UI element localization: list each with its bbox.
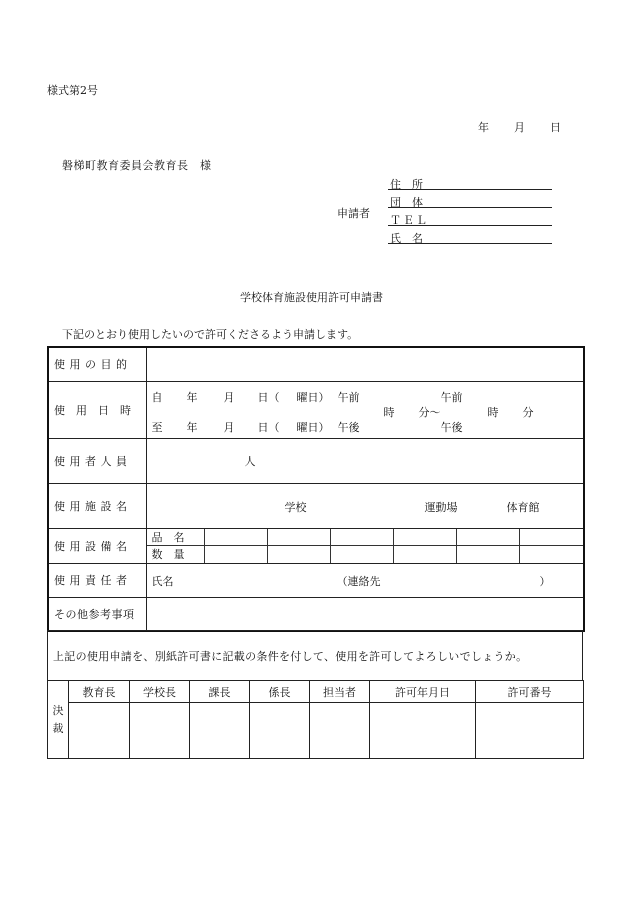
start-am: 午前 (337, 391, 360, 404)
to-weekday: 曜日） (296, 421, 330, 434)
people-row (48, 438, 584, 483)
item-name-label: 品 名 (147, 529, 205, 546)
qty-cell[interactable] (520, 546, 583, 563)
tel-line[interactable] (388, 225, 552, 226)
ground-label: 運動場 (424, 500, 458, 514)
date-day: 日 (550, 121, 561, 134)
people-cell[interactable] (146, 438, 584, 483)
col-section-chief: 課長 (190, 681, 250, 703)
stamp-cell[interactable] (310, 703, 370, 759)
decision-table (47, 680, 584, 759)
quantity-label: 数 量 (147, 546, 205, 563)
approval-table (47, 630, 583, 681)
item-cell[interactable] (394, 529, 457, 546)
address-label: 住 所 (390, 178, 423, 191)
address-line[interactable] (388, 189, 552, 190)
end-hour: 時 (487, 406, 499, 419)
stamp-cell[interactable] (130, 703, 190, 759)
facility-label: 使用施設名 (48, 483, 146, 528)
qty-cell[interactable] (205, 546, 268, 563)
purpose-cell[interactable] (146, 347, 584, 381)
col-permit-number: 許可番号 (476, 681, 584, 703)
to-year: 年 (186, 421, 198, 434)
school-label: 学校 (284, 500, 307, 514)
contact-open: （連絡先 (336, 575, 381, 588)
date-year: 年 (478, 121, 489, 134)
end-pm: 午後 (440, 421, 463, 434)
datetime-cell[interactable] (146, 381, 584, 438)
to-day: 日（ (257, 421, 280, 434)
responsible-name-label: 氏名 (151, 575, 174, 588)
col-subsection-chief: 係長 (250, 681, 310, 703)
start-pm: 午後 (337, 421, 360, 434)
purpose-row (48, 347, 584, 381)
equipment-cell (146, 528, 584, 563)
people-label: 使用者人員 (48, 438, 146, 483)
from-weekday: 曜日） (296, 391, 330, 404)
organization-label: 団 体 (390, 196, 423, 209)
intro-text: 下記のとおり使用したいので許可くださるよう申請します。 (62, 328, 359, 341)
people-unit: 人 (244, 454, 256, 468)
form-number: 様式第2号 (47, 84, 98, 97)
from-mark: 自 (151, 391, 163, 404)
permit-number-cell[interactable] (476, 703, 584, 759)
facility-cell[interactable] (146, 483, 584, 528)
approval-question: 上記の使用申請を、別紙許可書に記載の条件を付して、使用を許可してよろしいでしょうか。 (48, 631, 583, 681)
addressee: 磐梯町教育委員会教育長 様 (62, 159, 212, 172)
item-cell[interactable] (457, 529, 520, 546)
tel-label: ＴＥＬ (390, 214, 429, 227)
datetime-label: 使用日時 (48, 381, 146, 438)
form-title: 学校体育施設使用許可申請書 (240, 291, 383, 304)
end-minute: 分 (522, 406, 534, 419)
gym-label: 体育館 (506, 500, 540, 514)
item-cell[interactable] (268, 529, 331, 546)
remarks-label: その他参考事項 (48, 597, 146, 631)
responsible-label: 使用責任者 (48, 563, 146, 597)
name-line[interactable] (388, 243, 552, 244)
remarks-cell[interactable] (146, 597, 584, 631)
date-month: 月 (514, 121, 525, 134)
equipment-label: 使用設備名 (48, 528, 146, 563)
remarks-row (48, 597, 584, 631)
applicant-label: 申請者 (337, 207, 370, 220)
decision-label: 決裁 (48, 681, 69, 759)
stamp-cell[interactable] (250, 703, 310, 759)
item-cell[interactable] (331, 529, 394, 546)
from-month: 月 (223, 391, 235, 404)
datetime-row (48, 381, 584, 438)
end-am: 午前 (440, 391, 463, 404)
item-cell[interactable] (205, 529, 268, 546)
to-month: 月 (223, 421, 235, 434)
col-principal: 学校長 (130, 681, 190, 703)
purpose-label: 使用の目的 (48, 347, 146, 381)
equipment-row (48, 528, 584, 563)
qty-cell[interactable] (394, 546, 457, 563)
start-hour: 時 (383, 406, 395, 419)
to-mark: 至 (151, 421, 163, 434)
stamp-cell[interactable] (190, 703, 250, 759)
name-label: 氏 名 (390, 232, 423, 245)
stamp-cell[interactable] (69, 703, 130, 759)
qty-cell[interactable] (331, 546, 394, 563)
responsible-row (48, 563, 584, 597)
from-year: 年 (186, 391, 198, 404)
col-staff: 担当者 (310, 681, 370, 703)
col-superintendent: 教育長 (69, 681, 130, 703)
from-day: 日（ (257, 391, 280, 404)
contact-close: ） (539, 575, 551, 588)
qty-cell[interactable] (457, 546, 520, 563)
qty-cell[interactable] (268, 546, 331, 563)
application-table (47, 346, 585, 632)
responsible-cell[interactable] (146, 563, 584, 597)
item-cell[interactable] (520, 529, 583, 546)
start-minute: 分～ (418, 406, 441, 419)
facility-row (48, 483, 584, 528)
organization-line[interactable] (388, 207, 552, 208)
permit-date-cell[interactable] (370, 703, 476, 759)
col-permit-date: 許可年月日 (370, 681, 476, 703)
